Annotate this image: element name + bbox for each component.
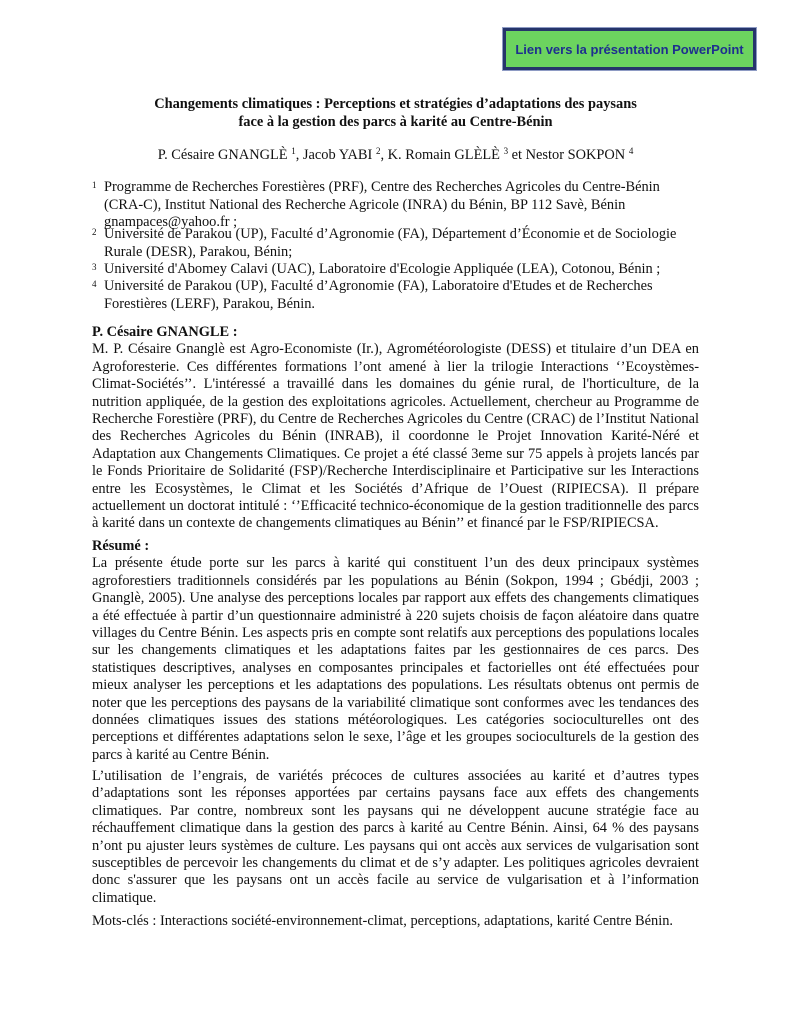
affiliation-number: 4 (92, 279, 97, 289)
affiliation-text: Programme de Recherches Forestières (PRF), Centre des Recherches Agricoles du Centre-Bénin (CRA-C), Institut National des Recherche Agricole (INRA) du Bénin, BP 112 Savè, Bénin gnampaces@yahoo.fr ; (104, 179, 660, 231)
bio-heading: P. Césaire GNANGLE : (92, 324, 238, 340)
affiliation-number: 1 (92, 180, 97, 190)
affiliation-text: Université de Parakou (UP), Faculté d’Agronomie (FA), Laboratoire d'Etudes et de Recherches Forestières (LERF), Parakou, Bénin. (104, 278, 653, 312)
author-separator: , (380, 147, 388, 163)
affiliation-text: Université de Parakou (UP), Faculté d’Agronomie (FA), Département d’Économie et de Sociologie Rurale (DESR), Parakou, Bénin; (104, 226, 677, 260)
author-name: K. Romain GLÈLÈ (387, 147, 500, 163)
title-line-2: face à la gestion des parcs à karité au Centre-Bénin (238, 114, 553, 130)
powerpoint-link-label: Lien vers la présentation PowerPoint (515, 41, 744, 57)
abstract-paragraph-2: L’utilisation de l’engrais, de variétés précoces de cultures associées au karité et d’autres types d’adaptations sont les réponses apportées par certains paysans face aux effets des changements climatiques. Par contre, nombreux sont les paysans qui ne développent aucune stratégie face au réchauffement climatique dans la gestion des parcs à karité au Centre Bénin. Ainsi, 64 % des paysans n’ont pu ajuster leurs systèmes de culture. Les paysans qui ont accès aux services de vulgarisation sont susceptibles de percevoir les changements du climat et de s’y adapter. Les politiques agricoles devraient donc s'assurer que les paysans ont un accès facile au service de vulgarisation et à l’information climatique. (92, 768, 699, 906)
author-bio-section (92, 324, 699, 533)
author-affiliation-mark: 2 (375, 146, 381, 156)
affiliation-text: Université d'Abomey Calavi (UAC), Laboratoire d'Ecologie Appliquée (LEA), Cotonou, Bénin ; (104, 261, 661, 277)
affiliation-item (92, 278, 692, 313)
affiliation-number: 2 (92, 227, 97, 237)
abstract-heading: Résumé : (92, 538, 150, 554)
powerpoint-link-button[interactable] (503, 28, 756, 70)
author-affiliation-mark: 3 (503, 146, 509, 156)
abstract-paragraph-1: La présente étude porte sur les parcs à karité qui constituent l’un des deux principaux systèmes agroforestiers traditionnels considérés par les populations au Bénin (Sokpon, 1994 ; Gbédji, 2003 ; Gnanglè, 2005). Une analyse des perceptions locales par rapport aux effets des changements climatiques a été effectuée à partir d’un questionnaire administré à 220 sujets choisis de façon aléatoire dans quatre villages du Centre Bénin. Les aspects pris en compte sont relatifs aux perceptions des populations locales sur les changements climatiques et les adaptations faites par les gestionnaires de ces parcs. Des statistiques descriptives, analyses en composantes principales et factorielles ont été effectuées pour mieux analyser les perceptions et les adaptations des populations. Les résultats obtenus ont permis de noter que les perceptions des paysans de la variabilité climatique sont conformes avec les tendances des données climatiques issues des stations météorologiques. Les catégories socioculturelles ont des perceptions et différentes adaptations selon le sexe, l’âge et les groupes socioculturels de la gestion des parcs à karité au Centre Bénin. (92, 555, 699, 763)
author-conjunction: et (508, 147, 526, 163)
affiliation-item (92, 261, 692, 279)
author-name: Nestor SOKPON (525, 147, 626, 163)
author-name: Jacob YABI (302, 147, 373, 163)
affiliation-number: 3 (92, 262, 97, 272)
bio-text: M. P. Césaire Gnanglè est Agro-Economiste (Ir.), Agrométéorologiste (DESS) et titulaire d’un DEA en Agroforesterie. Ces différentes formations l’ont amené à lier la trilogie Interactions ‘’Ecoystèmes-Climat-Sociétés’’. L'intéressé a travaillé dans les domaines du génie rural, de l'horticulture, de la nutrition appliquée, de la gestion des exploitations agricoles. Actuellement, chercheur au Programme de Recherche Forestière (PRF), du Centre de Recherches Agricoles du Centre (CRAC) de l’Institut National des Recherches Agricoles du Bénin (INRAB), il coordonne le Projet Innovation Karité-Néré et Adaptation aux Changements Climatiques. Ce projet a été classé 3eme sur 75 appels à projets lancés par le Fonds Prioritaire de Solidarité (FSP)/Recherche Interdisciplinaire et Participative sur les Interactions entre les Ecosystèmes, le Climat et les Sociétés d’Afrique de l’Ouest (RIPIECSA). Il prépare actuellement un doctorat intitulé : ‘’Efficacité technico-économique de la gestion traditionnelle des parcs à karité dans un contexte de changements climatiques au Bénin’’ et financé par le FSP/RIPIECSA. (92, 341, 699, 532)
author-affiliation-mark: 4 (628, 146, 634, 156)
affiliation-item (92, 179, 692, 232)
paper-title (80, 95, 711, 131)
author-affiliation-mark: 1 (291, 146, 296, 156)
author-name: P. Césaire GNANGLÈ (157, 147, 288, 163)
author-separator: , (295, 147, 303, 163)
abstract-section (92, 538, 699, 764)
keywords: Mots-clés : Interactions société-environnement-climat, perceptions, adaptations, karité Centre Bénin. (92, 913, 674, 929)
affiliation-item (92, 226, 692, 261)
author-list (80, 146, 711, 164)
title-line-1: Changements climatiques : Perceptions et stratégies d’adaptations des paysans (154, 96, 637, 112)
